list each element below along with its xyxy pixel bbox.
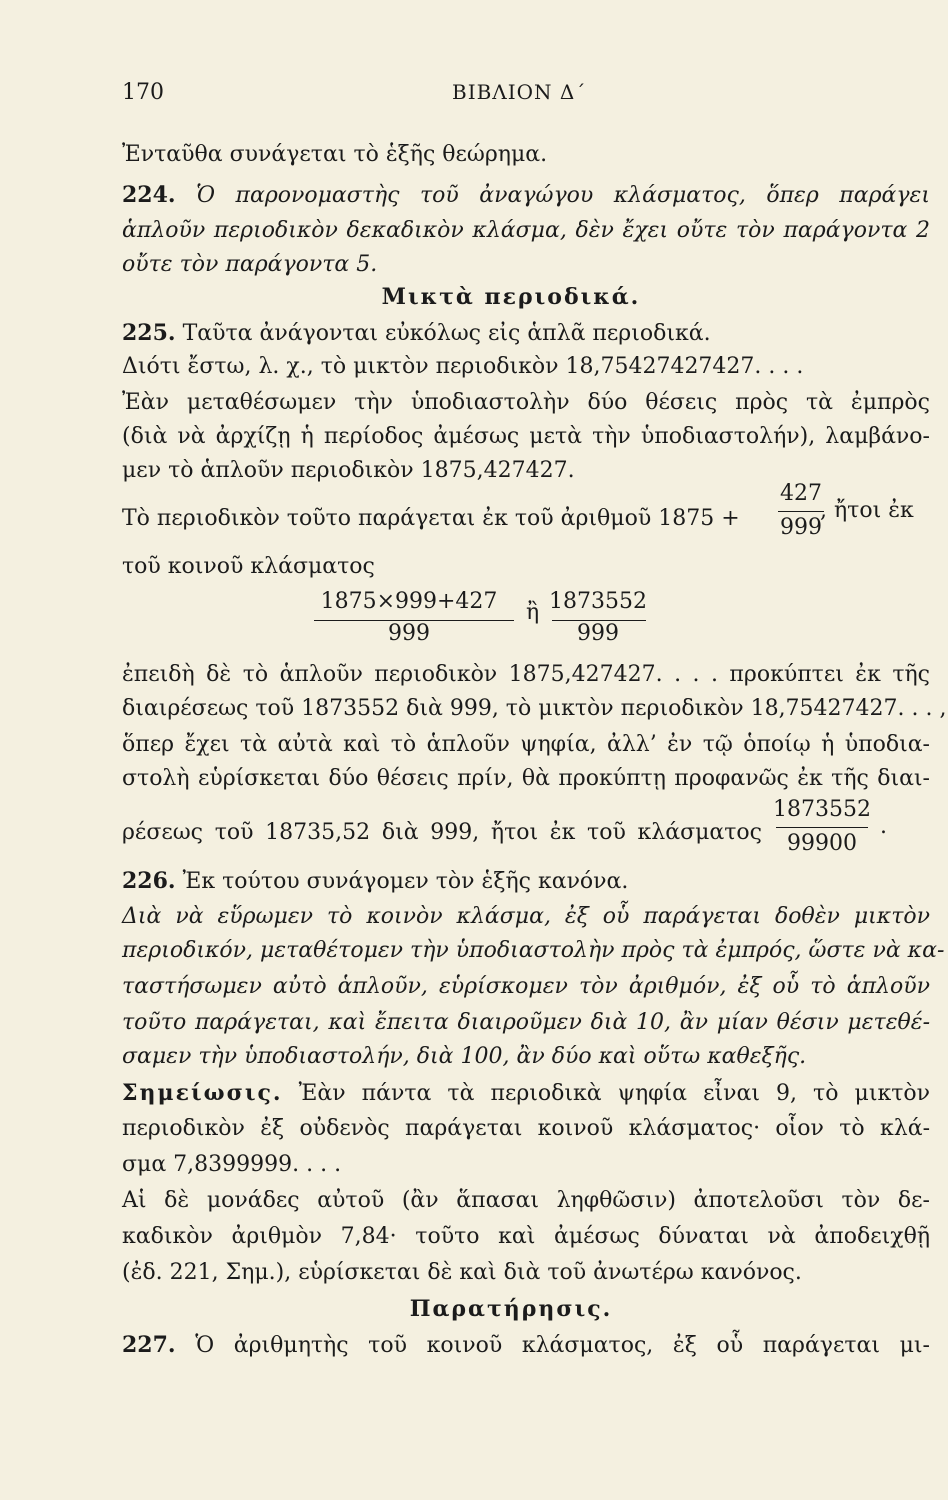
fraction-denominator: 999 [388, 621, 430, 646]
fraction-numerator: 1873552 [549, 589, 647, 614]
text-line: (διὰ νὰ ἀρχίζῃ ἡ περίοδος ἀμέσως μετὰ τὴν ὑποδιαστολήν), λαμβάνο- [122, 424, 930, 449]
text-line: Αἱ δὲ μονάδες αὐτοῦ (ἂν ἅπασαι ληφθῶσιν) ἀποτελοῦσι τὸν δε- [122, 1188, 930, 1213]
section-224-line [122, 180, 930, 211]
section-number: 227. [122, 1332, 176, 1358]
section-number: 226. [122, 868, 176, 894]
theorem-text: ἁπλοῦν περιοδικὸν δεκαδικὸν κλάσμα, δὲν ἔχει οὔτε τὸν παράγοντα 2 [122, 218, 930, 243]
text-line: ὅπερ ἔχει τὰ αὐτὰ καὶ τὸ ἁπλοῦν ψηφία, ἀλλ’ ἐν τῷ ὁποίῳ ἡ ὑποδια- [122, 732, 930, 757]
text-line: μεν τὸ ἁπλοῦν περιοδικὸν 1875,427427. [122, 458, 575, 483]
rule-text: τοῦτο παράγεται, καὶ ἔπειτα διαιροῦμεν διὰ 10, ἂν μίαν θέσιν μετεθέ- [122, 1010, 930, 1035]
fraction-numerator: 1875×999+427 [320, 589, 498, 614]
text-line: στολὴ εὑρίσκεται δύο θέσεις πρίν, θὰ προκύπτῃ προφανῶς ἐκ τῆς διαι- [122, 766, 930, 791]
text-line: περιοδικὸν ἐξ οὐδενὸς παράγεται κοινοῦ κλάσματος· οἷον τὸ κλά- [122, 1116, 930, 1141]
fraction-bar [778, 511, 824, 512]
text-line: τοῦ κοινοῦ κλάσματος [122, 554, 375, 579]
rule-text: ταστήσωμεν αὐτὸ ἁπλοῦν, εὑρίσκομεν τὸν ἀριθμόν, ἐξ οὗ τὸ ἁπλοῦν [122, 974, 930, 999]
fraction-bar [776, 827, 868, 828]
theorem-text: οὔτε τὸν παράγοντα 5. [122, 252, 378, 277]
text-line: ἐπειδὴ δὲ τὸ ἁπλοῦν περιοδικὸν 1875,427427. . . . προκύπτει ἐκ τῆς [122, 662, 930, 687]
rule-text: περιοδικόν, μεταθέτομεν τὴν ὑποδιαστολὴν πρὸς τὰ ἐμπρός, ὥστε νὰ κα- [122, 938, 945, 963]
section-227-line: 227. Ὁ ἀριθμητὴς τοῦ κοινοῦ κλάσματος, ἐξ οὗ παράγεται μι- [122, 1332, 930, 1358]
section-226-line: 226. Ἐκ τούτου συνάγομεν τὸν ἑξῆς κανόνα. [122, 868, 629, 894]
section-heading: Παρατήρησις. [409, 1296, 613, 1322]
fraction-numerator: 1873552 [773, 797, 871, 822]
section-heading: Μικτὰ περιοδικά. [381, 284, 641, 310]
text-line: διαιρέσεως τοῦ 1873552 διὰ 999, τὸ μικτὸν περιοδικὸν 18,75427427. . . , [122, 696, 947, 721]
text-line: ρέσεως τοῦ 18735,52 διὰ 999, ἤτοι ἐκ τοῦ κλάσματος [122, 820, 762, 845]
period: . [880, 814, 887, 839]
note-line: Σημείωσις. Ἐὰν πάντα τὰ περιοδικὰ ψηφία εἶναι 9, τὸ μικτὸν [122, 1080, 930, 1106]
text-line: Διότι ἔστω, λ. χ., τὸ μικτὸν περιοδικὸν 18,75427427427. . . . [122, 354, 804, 379]
note-label: Σημείωσις. [122, 1080, 283, 1106]
section-number: 224. [122, 182, 176, 208]
text-line: Τὸ περιοδικὸν τοῦτο παράγεται ἐκ τοῦ ἀριθμοῦ 1875 + [122, 506, 740, 531]
section-number: 225. [122, 320, 176, 346]
section-225-line: 225. Ταῦτα ἀνάγονται εὐκόλως εἰς ἁπλᾶ περιοδικά. [122, 320, 711, 346]
running-title: ΒΙΒΛΙΟΝ Δ΄ [452, 80, 587, 104]
text-line: , ἤτοι ἐκ [820, 498, 914, 523]
page-number: 170 [122, 80, 164, 105]
fraction-numerator: 427 [780, 481, 822, 506]
text-line: σμα 7,8399999. . . . [122, 1152, 342, 1177]
fraction-denominator: 999 [780, 515, 822, 540]
rule-text: σαμεν τὴν ὑποδιαστολήν, διὰ 100, ἂν δύο καὶ οὕτω καθεξῆς. [122, 1044, 807, 1069]
rule-text: Διὰ νὰ εὕρωμεν τὸ κοινὸν κλάσμα, ἐξ οὗ παράγεται δοθὲν μικτὸν [122, 904, 930, 929]
theorem-text: Ὁ παρονομαστὴς τοῦ ἀναγώγου κλάσματος, ὅπερ παράγει [196, 183, 930, 208]
text-line: (ἐδ. 221, Σημ.), εὑρίσκεται δὲ καὶ διὰ τοῦ ἀνωτέρω κανόνος. [122, 1260, 802, 1285]
text-line: Ἐὰν μεταθέσωμεν τὴν ὑποδιαστολὴν δύο θέσεις πρὸς τὰ ἐμπρὸς [122, 390, 930, 415]
fraction-denominator: 999 [577, 621, 619, 646]
fraction-denominator: 99900 [787, 831, 857, 856]
equivalence-sign: ἢ [526, 600, 540, 625]
text-line: καδικὸν ἀριθμὸν 7,84· τοῦτο καὶ ἀμέσως δύναται νὰ ἀποδειχθῇ [122, 1224, 930, 1249]
text-line: Ἐνταῦθα συνάγεται τὸ ἑξῆς θεώρημα. [122, 142, 548, 167]
